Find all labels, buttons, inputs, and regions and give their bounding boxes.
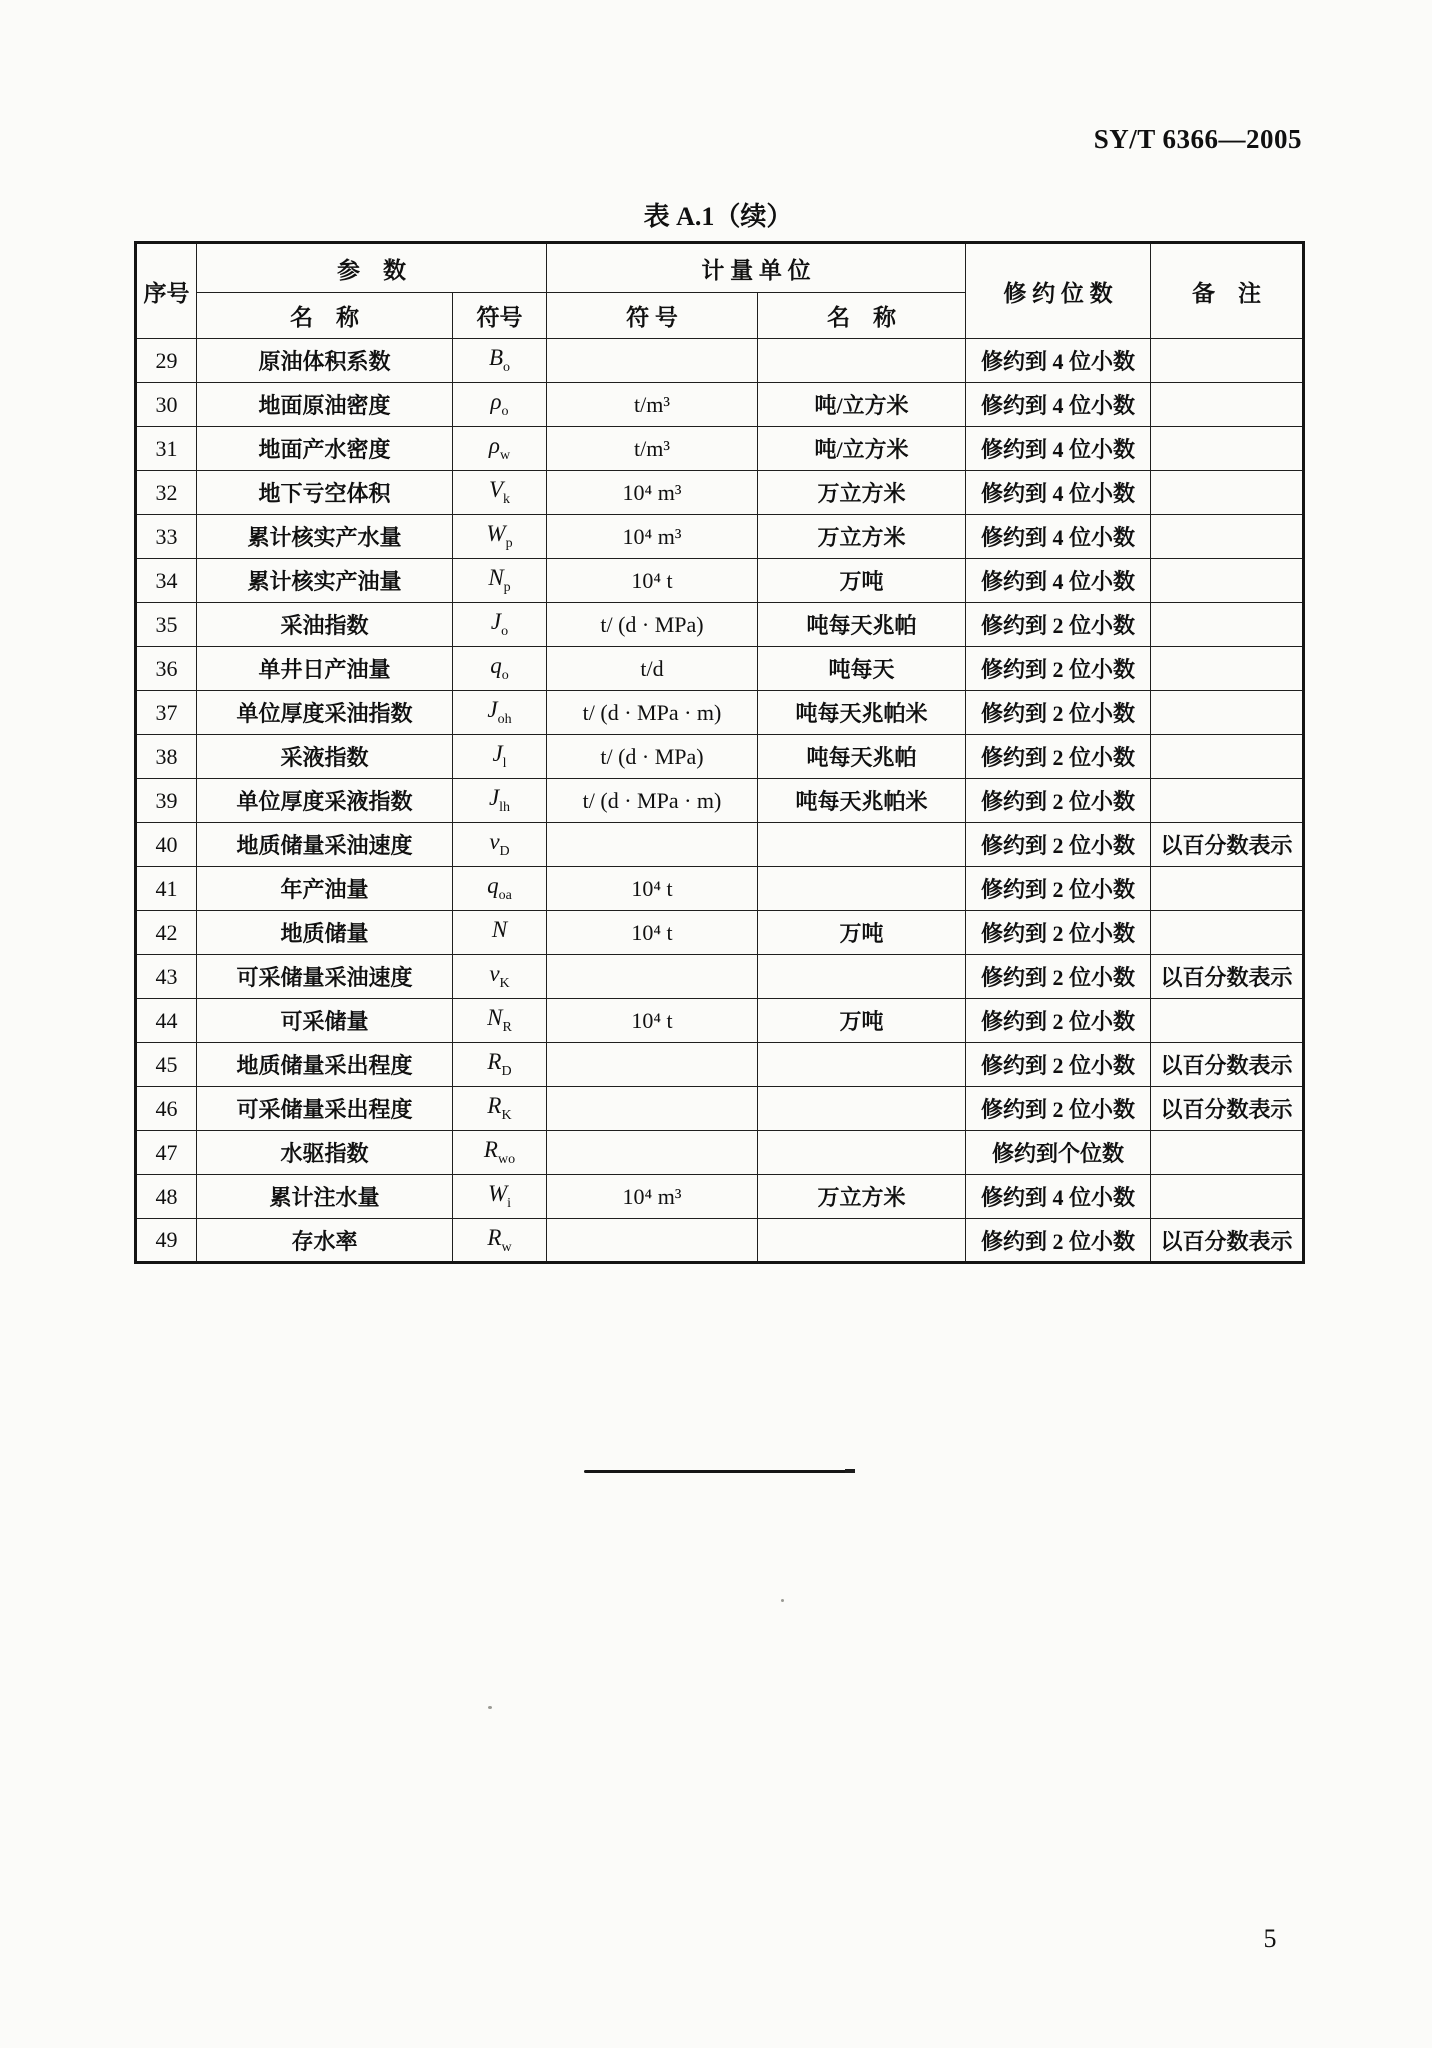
cell-remark: 以百分数表示 [1151,1219,1304,1263]
parameter-table [134,241,1305,1264]
cell-serial-number: 34 [136,559,197,603]
cell-parameter-symbol: $J_{oh}$ [453,691,547,735]
cell-serial-number: 29 [136,339,197,383]
table-row [136,515,1304,559]
cell-parameter-symbol: $v_D$ [453,823,547,867]
cell-serial-number: 32 [136,471,197,515]
cell-unit-name: 吨每天兆帕米 [758,779,966,823]
header-rounding: 修 约 位 数 [966,243,1151,339]
cell-unit-name [758,1043,966,1087]
cell-serial-number: 35 [136,603,197,647]
cell-parameter-name: 可采储量采出程度 [197,1087,453,1131]
header-unit-name: 名 称 [758,293,966,339]
cell-remark [1151,691,1304,735]
cell-rounding-digits: 修约到 4 位小数 [966,339,1151,383]
cell-parameter-symbol: $J_o$ [453,603,547,647]
cell-remark [1151,867,1304,911]
cell-unit-name: 万吨 [758,559,966,603]
header-remark: 备 注 [1151,243,1304,339]
cell-rounding-digits: 修约到 4 位小数 [966,515,1151,559]
cell-unit-name: 万立方米 [758,1175,966,1219]
cell-unit-symbol: 10⁴ m³ [547,471,758,515]
header-parameter-name: 名 称 [197,293,453,339]
table-row [136,823,1304,867]
header-serial: 序号 [136,243,197,339]
cell-serial-number: 48 [136,1175,197,1219]
cell-serial-number: 40 [136,823,197,867]
table-row [136,1043,1304,1087]
standard-number: SY/T 6366—2005 [1093,124,1302,154]
cell-unit-symbol [547,1087,758,1131]
table-row [136,647,1304,691]
cell-remark [1151,999,1304,1043]
cell-unit-symbol: 10⁴ t [547,559,758,603]
cell-remark [1151,559,1304,603]
cell-rounding-digits: 修约到 4 位小数 [966,559,1151,603]
cell-parameter-symbol: $R_w$ [453,1219,547,1263]
cell-parameter-name: 地质储量 [197,911,453,955]
cell-remark [1151,911,1304,955]
cell-parameter-symbol: $\rho_o$ [453,383,547,427]
table-row [136,999,1304,1043]
cell-rounding-digits: 修约到 2 位小数 [966,691,1151,735]
cell-remark: 以百分数表示 [1151,1087,1304,1131]
cell-parameter-name: 采油指数 [197,603,453,647]
cell-parameter-name: 累计核实产水量 [197,515,453,559]
cell-unit-symbol: t/ (d · MPa · m) [547,779,758,823]
table-row [136,559,1304,603]
cell-parameter-symbol: $N_R$ [453,999,547,1043]
cell-unit-name [758,823,966,867]
table-row [136,603,1304,647]
cell-rounding-digits: 修约到 4 位小数 [966,1175,1151,1219]
header-parameter-symbol: 符号 [453,293,547,339]
cell-unit-name: 万吨 [758,911,966,955]
cell-unit-symbol [547,1131,758,1175]
cell-remark [1151,779,1304,823]
cell-serial-number: 46 [136,1087,197,1131]
cell-remark [1151,647,1304,691]
cell-parameter-name: 水驱指数 [197,1131,453,1175]
table-row [136,1087,1304,1131]
cell-rounding-digits: 修约到 2 位小数 [966,999,1151,1043]
header-parameter-group: 参 数 [197,243,547,293]
page-number: 5 [1263,1924,1277,1953]
table-row [136,471,1304,515]
cell-parameter-symbol: $R_{wo}$ [453,1131,547,1175]
cell-unit-name: 吨/立方米 [758,383,966,427]
cell-serial-number: 36 [136,647,197,691]
cell-remark [1151,471,1304,515]
cell-remark [1151,515,1304,559]
cell-rounding-digits: 修约到 2 位小数 [966,823,1151,867]
cell-parameter-name: 年产油量 [197,867,453,911]
cell-remark [1151,427,1304,471]
cell-rounding-digits: 修约到 2 位小数 [966,1043,1151,1087]
cell-remark: 以百分数表示 [1151,1043,1304,1087]
cell-serial-number: 42 [136,911,197,955]
cell-serial-number: 47 [136,1131,197,1175]
cell-parameter-name: 累计核实产油量 [197,559,453,603]
header-unit-group: 计 量 单 位 [547,243,966,293]
cell-rounding-digits: 修约到 2 位小数 [966,647,1151,691]
table-row [136,1175,1304,1219]
cell-remark [1151,383,1304,427]
cell-serial-number: 31 [136,427,197,471]
cell-parameter-name: 地面产水密度 [197,427,453,471]
table-row [136,955,1304,999]
table-row [136,1131,1304,1175]
cell-parameter-name: 单位厚度采油指数 [197,691,453,735]
cell-unit-name: 万吨 [758,999,966,1043]
cell-serial-number: 38 [136,735,197,779]
cell-serial-number: 41 [136,867,197,911]
cell-rounding-digits: 修约到 2 位小数 [966,955,1151,999]
cell-remark [1151,735,1304,779]
table-row [136,867,1304,911]
cell-parameter-name: 地下亏空体积 [197,471,453,515]
cell-parameter-symbol: N [453,911,547,955]
cell-parameter-name: 可采储量 [197,999,453,1043]
horizontal-rule [584,1470,847,1473]
cell-unit-symbol [547,1219,758,1263]
cell-unit-name: 吨/立方米 [758,427,966,471]
cell-unit-name [758,867,966,911]
cell-parameter-symbol: $q_o$ [453,647,547,691]
cell-unit-symbol: t/m³ [547,383,758,427]
cell-unit-name: 万立方米 [758,515,966,559]
cell-parameter-name: 累计注水量 [197,1175,453,1219]
cell-unit-name [758,1131,966,1175]
cell-unit-name: 吨每天兆帕米 [758,691,966,735]
cell-parameter-symbol: $J_l$ [453,735,547,779]
cell-parameter-name: 存水率 [197,1219,453,1263]
cell-unit-name: 吨每天兆帕 [758,603,966,647]
cell-unit-name [758,955,966,999]
cell-remark: 以百分数表示 [1151,823,1304,867]
cell-parameter-name: 地面原油密度 [197,383,453,427]
cell-rounding-digits: 修约到 2 位小数 [966,779,1151,823]
cell-parameter-symbol: $R_D$ [453,1043,547,1087]
cell-unit-name [758,1219,966,1263]
cell-unit-symbol: t/d [547,647,758,691]
table-row [136,911,1304,955]
cell-unit-symbol: 10⁴ t [547,911,758,955]
cell-parameter-symbol: $v_K$ [453,955,547,999]
cell-unit-symbol: 10⁴ t [547,867,758,911]
cell-serial-number: 37 [136,691,197,735]
cell-unit-symbol: t/ (d · MPa) [547,603,758,647]
table-row [136,383,1304,427]
cell-rounding-digits: 修约到 4 位小数 [966,471,1151,515]
cell-rounding-digits: 修约到 2 位小数 [966,867,1151,911]
cell-rounding-digits: 修约到 4 位小数 [966,427,1151,471]
table-row [136,735,1304,779]
cell-serial-number: 44 [136,999,197,1043]
cell-serial-number: 49 [136,1219,197,1263]
cell-remark [1151,1175,1304,1219]
cell-parameter-symbol: $W_i$ [453,1175,547,1219]
cell-unit-name: 吨每天 [758,647,966,691]
cell-unit-symbol: 10⁴ m³ [547,515,758,559]
cell-parameter-name: 采液指数 [197,735,453,779]
cell-parameter-symbol: $R_K$ [453,1087,547,1131]
scan-speck [488,1706,492,1709]
cell-unit-symbol [547,1043,758,1087]
cell-rounding-digits: 修约到 4 位小数 [966,383,1151,427]
cell-unit-symbol [547,955,758,999]
cell-parameter-name: 地质储量采出程度 [197,1043,453,1087]
cell-unit-name: 万立方米 [758,471,966,515]
cell-rounding-digits: 修约到 2 位小数 [966,735,1151,779]
cell-parameter-symbol: $J_{lh}$ [453,779,547,823]
cell-unit-name [758,339,966,383]
scan-speck [781,1599,784,1602]
table-row [136,691,1304,735]
cell-serial-number: 39 [136,779,197,823]
cell-remark: 以百分数表示 [1151,955,1304,999]
cell-parameter-name: 原油体积系数 [197,339,453,383]
table-header [136,243,1304,339]
cell-unit-symbol [547,339,758,383]
table-row [136,1219,1304,1263]
cell-unit-symbol: t/m³ [547,427,758,471]
cell-rounding-digits: 修约到个位数 [966,1131,1151,1175]
cell-remark [1151,603,1304,647]
cell-parameter-symbol: $B_o$ [453,339,547,383]
cell-parameter-symbol: $V_k$ [453,471,547,515]
cell-parameter-symbol: $N_p$ [453,559,547,603]
table-row [136,779,1304,823]
cell-parameter-name: 单位厚度采液指数 [197,779,453,823]
cell-unit-symbol [547,823,758,867]
table-title: 表 A.1（续） [643,202,793,231]
cell-parameter-name: 地质储量采油速度 [197,823,453,867]
cell-unit-symbol: 10⁴ t [547,999,758,1043]
header-unit-symbol: 符 号 [547,293,758,339]
cell-serial-number: 45 [136,1043,197,1087]
cell-unit-symbol: 10⁴ m³ [547,1175,758,1219]
cell-unit-name: 吨每天兆帕 [758,735,966,779]
cell-remark [1151,1131,1304,1175]
cell-serial-number: 30 [136,383,197,427]
table-row [136,427,1304,471]
cell-parameter-symbol: $\rho_w$ [453,427,547,471]
cell-unit-symbol: t/ (d · MPa · m) [547,691,758,735]
table-body [136,339,1304,1263]
cell-parameter-symbol: $W_p$ [453,515,547,559]
cell-serial-number: 43 [136,955,197,999]
cell-serial-number: 33 [136,515,197,559]
cell-unit-symbol: t/ (d · MPa) [547,735,758,779]
cell-rounding-digits: 修约到 2 位小数 [966,1087,1151,1131]
cell-parameter-name: 单井日产油量 [197,647,453,691]
cell-rounding-digits: 修约到 2 位小数 [966,1219,1151,1263]
cell-unit-name [758,1087,966,1131]
cell-rounding-digits: 修约到 2 位小数 [966,911,1151,955]
cell-rounding-digits: 修约到 2 位小数 [966,603,1151,647]
cell-parameter-symbol: $q_{oa}$ [453,867,547,911]
cell-remark [1151,339,1304,383]
table-row [136,339,1304,383]
cell-parameter-name: 可采储量采油速度 [197,955,453,999]
